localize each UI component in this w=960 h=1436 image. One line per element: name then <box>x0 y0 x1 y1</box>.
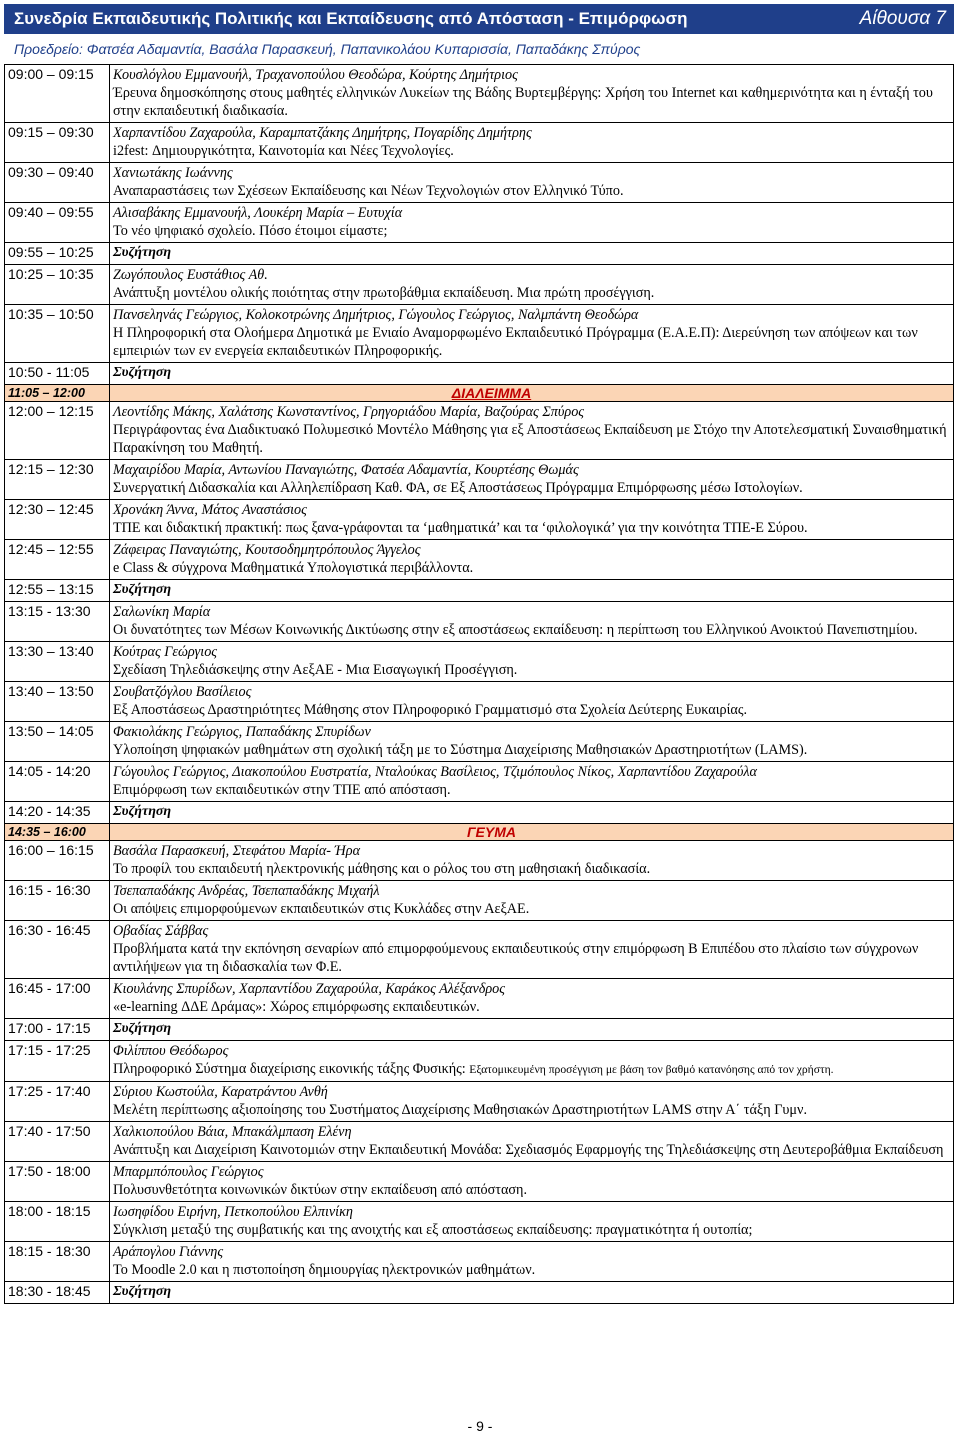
slot-content <box>110 979 954 1019</box>
talk-title-text: i2fest: Δημιουργικότητα, Καινοτομία και Νέες Τεχνολογίες. <box>113 143 454 159</box>
talk-row <box>5 642 954 682</box>
break-row <box>5 824 954 841</box>
talk-title-text: Το προφίλ του εκπαιδευτή ηλεκτρονικής μάθησης και ο ρόλος του στη μαθησιακή διαδικασία. <box>113 861 651 877</box>
talk-authors: Σύριου Κωστούλα, Καρατράντου Ανθή <box>113 1084 328 1100</box>
talk-title <box>113 182 950 200</box>
time-slot: 18:15 - 18:30 <box>5 1242 110 1282</box>
talk-title-text: Υλοποίηση ψηφιακών μαθημάτων στη σχολική τάξη με το Σύστημα Διαχείρισης Μαθησιακών Δραστηριοτήτων (LAMS). <box>113 742 808 758</box>
talk-title <box>113 781 950 799</box>
slot-content <box>110 602 954 642</box>
time-slot: 09:00 – 09:15 <box>5 65 110 123</box>
slot-content <box>110 642 954 682</box>
talk-title <box>113 222 950 240</box>
discussion-label: Συζήτηση <box>113 582 172 597</box>
talk-authors: Οβαδίας Σάββας <box>113 923 209 939</box>
slot-content <box>110 1041 954 1082</box>
talk-title-text: Πληροφορικό Σύστημα διαχείρισης εικονικής τάξης Φυσικής: <box>113 1061 466 1077</box>
time-slot: 13:40 – 13:50 <box>5 682 110 722</box>
discussion-label: Συζήτηση <box>113 365 172 380</box>
talk-authors: Χρονάκη Άννα, Μάτος Αναστάσιος <box>113 502 307 518</box>
slot-content <box>110 540 954 580</box>
talk-authors: Κουσλόγλου Εμμανουήλ, Τραχανοπούλου Θεοδώρα, Κούρτης Δημήτριος <box>113 67 518 83</box>
talk-title <box>113 142 950 160</box>
talk-title-text: Η Πληροφορική στα Ολοήμερα Δημοτικά με Ενιαίο Αναμορφωμένο Εκπαιδευτικό Πρόγραμμα (Ε.Α.Ε.Π): Διερεύνηση των απόψεων και των εμπειριών των εν ενεργεία εκπαιδευτικών Πληροφορικής. <box>113 325 918 359</box>
talk-authors: Κιουλάνης Σπυρίδων, Χαρπαντίδου Ζαχαρούλα, Καράκος Αλέξανδρος <box>113 981 506 997</box>
time-slot: 16:15 - 16:30 <box>5 881 110 921</box>
talk-row <box>5 1242 954 1282</box>
talk-title-text: ΤΠΕ και διδακτική πρακτική: πως ξανα-γράφονται τα ‘μαθηματικά’ και τα ‘φιλολογικά’ για την κοινότητα ΤΠΕ-Ε Σύρου. <box>113 520 808 536</box>
talk-title <box>113 1261 950 1279</box>
time-slot: 10:50 - 11:05 <box>5 363 110 385</box>
talk-title-text: Ανάπτυξη και Διαχείριση Καινοτομιών στην Εκπαιδευτική Μονάδα: Σχεδιασμός Εφαρμογής της Τηλεδιάσκεψης στη Δευτεροβάθμια Εκπαίδευση <box>113 1142 944 1158</box>
talk-authors: Γώγουλος Γεώργιος, Διακοπούλου Ευστρατία, Νταλούκας Βασίλειος, Τζιμόπουλος Νίκος, Χαρπαντίδου Ζαχαρούλα <box>113 764 757 780</box>
talk-title <box>113 860 950 878</box>
time-slot: 12:55 – 13:15 <box>5 580 110 602</box>
slot-content <box>110 762 954 802</box>
slot-content <box>110 385 954 402</box>
time-slot: 13:50 – 14:05 <box>5 722 110 762</box>
discussion-label: Συζήτηση <box>113 1021 172 1036</box>
talk-title <box>113 284 950 302</box>
talk-title-text: Μελέτη περίπτωσης αξιοποίησης του Συστήματος Διαχείρισης Μαθησιακών Δραστηριοτήτων LAMS στην Α΄ τάξη Γυμν. <box>113 1102 808 1118</box>
talk-title <box>113 1221 950 1239</box>
talk-row <box>5 979 954 1019</box>
discussion-row <box>5 1019 954 1041</box>
session-banner <box>4 4 954 34</box>
slot-content <box>110 460 954 500</box>
talk-title <box>113 559 950 577</box>
talk-title <box>113 84 950 120</box>
break-row <box>5 385 954 402</box>
talk-title-text: Επιμόρφωση των εκπαιδευτικών στην ΤΠΕ από απόσταση. <box>113 782 451 798</box>
slot-content <box>110 1122 954 1162</box>
talk-row <box>5 921 954 979</box>
time-slot: 16:45 - 17:00 <box>5 979 110 1019</box>
talk-title-text: Έρευνα δημοσκόπησης στους μαθητές ελληνικών Λυκείων της Βάδης Βυρτεμβέργης: Χρήση του Internet και καθημερινότητα και η ένταξή του στην εκπαιδευτική διαδικασία. <box>113 85 933 119</box>
talk-title <box>113 1141 950 1159</box>
discussion-row <box>5 802 954 824</box>
slot-content <box>110 1282 954 1304</box>
slot-content <box>110 1162 954 1202</box>
talk-title-text: Προβλήματα κατά την εκπόνηση σεναρίων από επιμορφούμενους εκπαιδευτικούς στην επιμόρφωση Β Επιπέδου στο πλαίσιο των σύγχρονων αντιλήψεων για τη διδασκαλία των Φ.Ε. <box>113 941 919 975</box>
time-slot: 10:25 – 10:35 <box>5 265 110 305</box>
slot-content <box>110 203 954 243</box>
talk-title-text: Σχεδίαση Τηλεδιάσκεψης στην ΑεξΑΕ - Μια Εισαγωγική Προσέγγιση. <box>113 662 518 678</box>
page-number: - 9 - <box>467 1418 493 1434</box>
talk-title <box>113 1060 950 1079</box>
time-slot: 09:30 – 09:40 <box>5 163 110 203</box>
talk-title <box>113 421 950 457</box>
slot-content <box>110 722 954 762</box>
slot-content <box>110 1019 954 1041</box>
talk-authors: Σαλωνίκη Μαρία <box>113 604 211 620</box>
time-slot: 18:00 - 18:15 <box>5 1202 110 1242</box>
time-slot: 11:05 – 12:00 <box>5 385 110 402</box>
talk-title <box>113 661 950 679</box>
talk-authors: Μπαρμπόπουλος Γεώργιος <box>113 1164 264 1180</box>
talk-authors: Χανιωτάκης Ιωάννης <box>113 165 233 181</box>
time-slot: 14:20 - 14:35 <box>5 802 110 824</box>
time-slot: 12:45 – 12:55 <box>5 540 110 580</box>
time-slot: 18:30 - 18:45 <box>5 1282 110 1304</box>
time-slot: 16:00 – 16:15 <box>5 841 110 881</box>
talk-title-text: Εξ Αποστάσεως Δραστηριότητες Μάθησης στον Πληροφορικό Γραμματισμό στα Σχολεία Δεύτερης Ευκαιρίας. <box>113 702 748 718</box>
talk-title-text: «e-learning ΔΔΕ Δράμας»: Χώρος επιμόρφωσης εκπαιδευτικών. <box>113 999 480 1015</box>
slot-content <box>110 1082 954 1122</box>
slot-content <box>110 802 954 824</box>
talk-authors: Αράπογλου Γιάννης <box>113 1244 224 1260</box>
time-slot: 17:25 - 17:40 <box>5 1082 110 1122</box>
slot-content <box>110 65 954 123</box>
talk-authors: Μαχαιρίδου Μαρία, Αντωνίου Παναγιώτης, Φατσέα Αδαμαντία, Κουρτέσης Θωμάς <box>113 462 579 478</box>
time-slot: 13:30 – 13:40 <box>5 642 110 682</box>
talk-title-text: e Class & σύγχρονα Μαθηματικά Υπολογιστικά περιβάλλοντα. <box>113 560 474 576</box>
discussion-row <box>5 363 954 385</box>
talk-authors: Φιλίππου Θεόδωρος <box>113 1043 229 1059</box>
talk-title <box>113 324 950 360</box>
slot-content <box>110 921 954 979</box>
talk-authors: Αλισαβάκης Εμμανουήλ, Λουκέρη Μαρία – Ευτυχία <box>113 205 403 221</box>
talk-title-text: Πολυσυνθετότητα κοινωνικών δικτύων στην εκπαίδευση από απόσταση. <box>113 1182 528 1198</box>
session-chairs: Προεδρείο: Φατσέα Αδαμαντία, Βασάλα Παρασκευή, Παπανικολάου Κυπαρισσία, Παπαδάκης Σπύρος <box>14 41 641 57</box>
talk-title-text: Συνεργατική Διδασκαλία και Αλληλεπίδραση Καθ. ΦΑ, σε Εξ Αποστάσεως Πρόγραμμα Επιμόρφωσης μέσω Ιστολογίων. <box>113 480 803 496</box>
talk-authors: Φακιολάκης Γεώργιος, Παπαδάκης Σπυρίδων <box>113 724 371 740</box>
room-label: Αίθουσα 7 <box>859 8 946 29</box>
talk-row <box>5 1041 954 1082</box>
talk-row <box>5 305 954 363</box>
talk-row <box>5 500 954 540</box>
talk-row <box>5 722 954 762</box>
slot-content <box>110 500 954 540</box>
time-slot: 09:55 – 10:25 <box>5 243 110 265</box>
talk-authors: Σουβατζόγλου Βασίλειος <box>113 684 252 700</box>
slot-content <box>110 1242 954 1282</box>
time-slot: 12:30 – 12:45 <box>5 500 110 540</box>
talk-title-text: Το νέο ψηφιακό σχολείο. Πόσο έτοιμοι είμαστε; <box>113 223 388 239</box>
talk-authors: Βασάλα Παρασκευή, Στεφάτου Μαρία- Ήρα <box>113 843 361 859</box>
discussion-label: Συζήτηση <box>113 1284 172 1299</box>
program-table <box>4 64 954 1304</box>
talk-authors: Χαλκιοπούλου Βάια, Μπακάλμπαση Ελένη <box>113 1124 352 1140</box>
time-slot: 09:15 – 09:30 <box>5 123 110 163</box>
discussion-label: Συζήτηση <box>113 245 172 260</box>
talk-title-text: Οι απόψεις επιμορφούμενων εκπαιδευτικών στις Κυκλάδες στην ΑεξΑΕ. <box>113 901 530 917</box>
time-slot: 12:15 – 12:30 <box>5 460 110 500</box>
program-page <box>4 4 954 1304</box>
slot-content <box>110 824 954 841</box>
slot-content <box>110 580 954 602</box>
time-slot: 17:15 - 17:25 <box>5 1041 110 1082</box>
talk-title-text: Αναπαραστάσεις των Σχέσεων Εκπαίδευσης και Νέων Τεχνολογιών στον Ελληνικό Τύπο. <box>113 183 624 199</box>
talk-title <box>113 1101 950 1119</box>
talk-row <box>5 540 954 580</box>
slot-content <box>110 881 954 921</box>
talk-title <box>113 900 950 918</box>
talk-row <box>5 163 954 203</box>
talk-row <box>5 65 954 123</box>
talk-row <box>5 1162 954 1202</box>
slot-content <box>110 682 954 722</box>
talk-row <box>5 460 954 500</box>
talk-row <box>5 1202 954 1242</box>
slot-content <box>110 841 954 881</box>
talk-title <box>113 621 950 639</box>
time-slot: 17:40 - 17:50 <box>5 1122 110 1162</box>
talk-title-text: Το Moodle 2.0 και η πιστοποίηση δημιουργίας ηλεκτρονικών μαθημάτων. <box>113 1262 536 1278</box>
time-slot: 14:35 – 16:00 <box>5 824 110 841</box>
slot-content <box>110 1202 954 1242</box>
slot-content <box>110 243 954 265</box>
slot-content <box>110 163 954 203</box>
talk-title <box>113 479 950 497</box>
talk-title <box>113 741 950 759</box>
talk-row <box>5 881 954 921</box>
talk-row <box>5 1122 954 1162</box>
time-slot: 16:30 - 16:45 <box>5 921 110 979</box>
talk-authors: Ζωγόπουλος Ευστάθιος Αθ. <box>113 267 268 283</box>
talk-row <box>5 602 954 642</box>
break-label: ΔΙΑΛΕΙΜΜΑ <box>451 385 532 401</box>
talk-row <box>5 402 954 460</box>
talk-title-text: Σύγκλιση μεταξύ της συμβατικής και της ανοιχτής και εξ αποστάσεως εκπαίδευσης: πραγματικότητα ή ουτοπία; <box>113 1222 753 1238</box>
talk-row <box>5 203 954 243</box>
discussion-label: Συζήτηση <box>113 804 172 819</box>
time-slot: 17:50 - 18:00 <box>5 1162 110 1202</box>
talk-title <box>113 998 950 1016</box>
time-slot: 10:35 – 10:50 <box>5 305 110 363</box>
talk-row <box>5 1082 954 1122</box>
talk-authors: Ιωσηφίδου Ειρήνη, Πετκοπούλου Ελπινίκη <box>113 1204 353 1220</box>
talk-title-continuation: Εξατομικευμένη προσέγγιση με βάση τον βαθμό κατανόησης από τον χρήστη. <box>469 1063 834 1076</box>
discussion-row <box>5 1282 954 1304</box>
time-slot: 09:40 – 09:55 <box>5 203 110 243</box>
talk-title-text: Οι δυνατότητες των Μέσων Κοινωνικής Δικτύωσης στην εξ αποστάσεως εκπαίδευση: η περίπτωση του Ελληνικού Ανοικτού Πανεπιστημίου. <box>113 622 918 638</box>
discussion-row <box>5 243 954 265</box>
talk-row <box>5 682 954 722</box>
talk-row <box>5 841 954 881</box>
talk-title <box>113 701 950 719</box>
slot-content <box>110 123 954 163</box>
slot-content <box>110 265 954 305</box>
talk-row <box>5 123 954 163</box>
talk-title <box>113 1181 950 1199</box>
slot-content <box>110 363 954 385</box>
talk-title <box>113 940 950 976</box>
time-slot: 13:15 - 13:30 <box>5 602 110 642</box>
break-label: ΓΕΥΜΑ <box>467 824 516 840</box>
talk-title-text: Ανάπτυξη μοντέλου ολικής ποιότητας στην πρωτοβάθμια εκπαίδευση. Μια πρώτη προσέγγιση. <box>113 285 655 301</box>
talk-title-text: Περιγράφοντας ένα Διαδικτυακό Πολυμεσικό Μοντέλο Μάθησης για εξ Αποστάσεως Εκπαίδευση με Στόχο την Αποτελεσματική Συναισθηματική Παρακίνηση του Μαθητή. <box>113 422 947 456</box>
time-slot: 17:00 - 17:15 <box>5 1019 110 1041</box>
talk-row <box>5 265 954 305</box>
talk-authors: Κούτρας Γεώργιος <box>113 644 218 660</box>
time-slot: 14:05 - 14:20 <box>5 762 110 802</box>
talk-authors: Τσεπαπαδάκης Ανδρέας, Τσεπαπαδάκης Μιχαήλ <box>113 883 380 899</box>
session-title: Συνεδρία Εκπαιδευτικής Πολιτικής και Εκπαίδευσης από Απόσταση - Επιμόρφωση <box>14 9 688 28</box>
talk-authors: Λεοντίδης Μάκης, Χαλάτσης Κωνσταντίνος, Γρηγοριάδου Μαρία, Βαζούρας Σπύρος <box>113 404 585 420</box>
talk-authors: Χαρπαντίδου Ζαχαρούλα, Καραμπατζάκης Δημήτρης, Πογαρίδης Δημήτρης <box>113 125 532 141</box>
talk-title <box>113 519 950 537</box>
slot-content <box>110 402 954 460</box>
discussion-row <box>5 580 954 602</box>
talk-authors: Πανσεληνάς Γεώργιος, Κολοκοτρώνης Δημήτριος, Γώγουλος Γεώργιος, Ναλμπάντη Θεοδώρα <box>113 307 639 323</box>
slot-content <box>110 305 954 363</box>
talk-authors: Ζάφειρας Παναγιώτης, Κουτσοδημητρόπουλος Άγγελος <box>113 542 421 558</box>
talk-row <box>5 762 954 802</box>
time-slot: 12:00 – 12:15 <box>5 402 110 460</box>
